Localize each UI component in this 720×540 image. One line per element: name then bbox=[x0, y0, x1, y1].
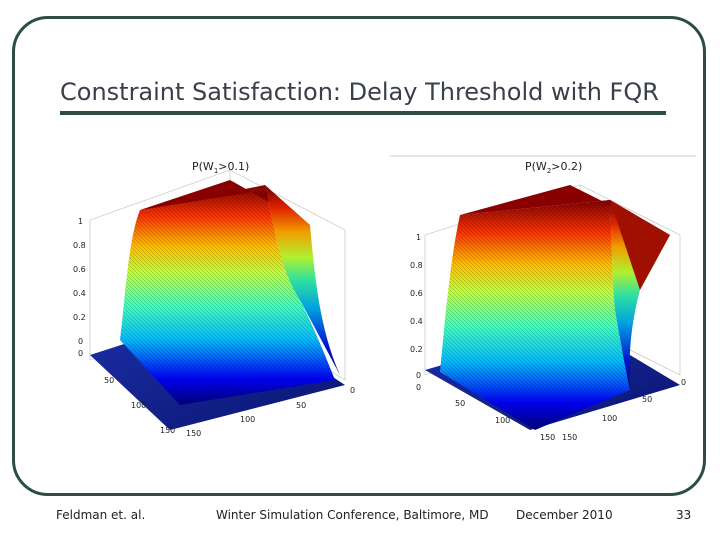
plot-1-z-tick: 1 bbox=[78, 217, 84, 226]
page-number: 33 bbox=[676, 508, 692, 522]
plot-2-right-tick: 0 bbox=[681, 378, 687, 387]
slide-title: Constraint Satisfaction: Delay Threshold with FQR bbox=[60, 78, 659, 106]
plot-2-title: $P(W_2>0.2)$ bbox=[525, 160, 583, 175]
plot-1-z-tick: 0.8 bbox=[73, 241, 86, 250]
plot-2-mesh bbox=[440, 200, 630, 430]
plot-1-right-tick: 50 bbox=[296, 401, 307, 410]
footer-date: December 2010 bbox=[516, 508, 613, 522]
plot-2 bbox=[390, 156, 696, 442]
plot-1-right-tick: 0 bbox=[350, 386, 356, 395]
plot-2-left-tick: 50 bbox=[455, 399, 466, 408]
plot-1-left-tick: 100 bbox=[131, 401, 147, 410]
plot-1-right-tick: 150 bbox=[186, 429, 202, 438]
plot-2-z-tick: 0.8 bbox=[410, 261, 423, 270]
plot-1-title: $P(W_1>0.1)$ bbox=[192, 160, 250, 175]
footer-author: Feldman et. al. bbox=[56, 508, 146, 522]
plot-1-left-tick: 50 bbox=[104, 376, 115, 385]
plot-2-z-ticks bbox=[410, 233, 423, 380]
plot-2-right-tick: 50 bbox=[642, 395, 653, 404]
plot-1-z-ticks bbox=[73, 217, 86, 346]
plot-2-right-tick: 100 bbox=[602, 414, 618, 423]
plot-1-right-tick: 100 bbox=[240, 415, 256, 424]
plot-2-z-tick: 0.6 bbox=[410, 289, 423, 298]
footer-conference: Winter Simulation Conference, Baltimore, MD bbox=[216, 508, 489, 522]
plot-2-left-tick: 150 bbox=[540, 433, 556, 442]
plot-1-z-tick: 0 bbox=[78, 337, 84, 346]
plot-1-left-tick: 150 bbox=[160, 426, 176, 435]
plot-2-z-tick: 0.4 bbox=[410, 317, 423, 326]
plot-1-z-tick: 0.4 bbox=[73, 289, 86, 298]
plot-2-z-tick: 0 bbox=[416, 371, 422, 380]
plot-2-left-tick: 0 bbox=[416, 383, 422, 392]
plot-2-right-tick: 150 bbox=[562, 433, 578, 442]
plot-2-left-tick: 100 bbox=[495, 416, 511, 425]
plot-1 bbox=[73, 160, 355, 438]
plot-2-z-tick: 1 bbox=[416, 233, 422, 242]
plot-1-z-tick: 0.2 bbox=[73, 313, 86, 322]
plot-1-left-tick: 0 bbox=[78, 349, 84, 358]
plot-1-z-tick: 0.6 bbox=[73, 265, 86, 274]
plot-2-z-tick: 0.2 bbox=[410, 345, 423, 354]
